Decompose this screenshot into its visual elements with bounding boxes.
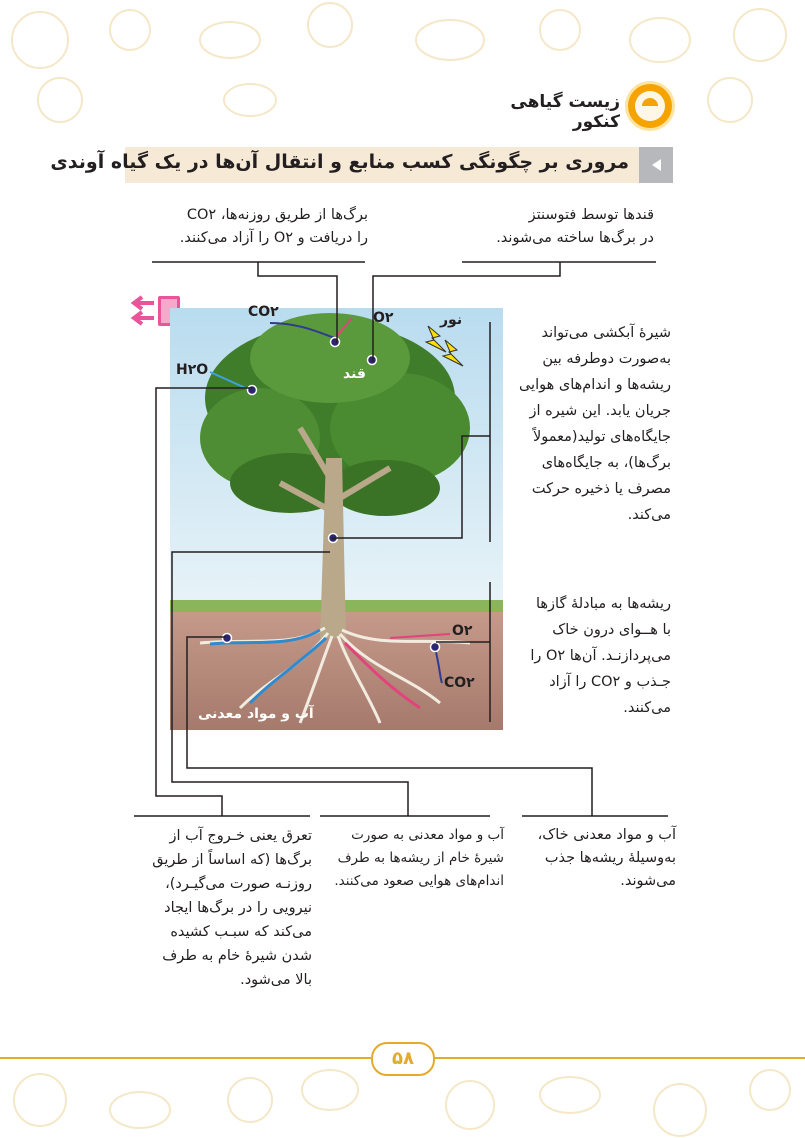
root-dot-right [431,643,440,652]
sugar-label: قند [343,366,366,382]
book-logo-icon [628,84,672,128]
trunk-dot [329,534,338,543]
header-title: زیست گیاهی کنکور [510,92,620,132]
h2o-label: H۲O [176,362,209,378]
callout-root-gas: ریشه‌ها به مبادلهٔ گازها با هــوای درون خاک می‌پردازنـد. آن‌ها O۲ را جـذب و CO۲ را آزاد می‌کنند. [530,596,671,716]
section-banner [50,147,673,183]
light-label: نور [440,312,463,328]
banner-title: مروری بر چگونگی کسب منابع و انتقال آن‌ها در یک گیاه آوندی [50,151,629,173]
callout-stomata: برگ‌ها از طریق روزنه‌ها، CO۲ را دریافت و O۲ را آزاد می‌کنند. [179,207,368,246]
callout-photosynthesis: قندها توسط فتوسنتز در برگ‌ها ساخته می‌شوند. [496,207,654,246]
root-dot-left [223,634,232,643]
sugar-dot [368,356,377,365]
callout-transpiration: تعرق یعنی خـروج آب از برگ‌ها (که اساساً از طریق روزنـه صورت می‌گیـرد)، نیرویی را در برگ‌ها ایجاد می‌کند که سبـب کشیده شدن شیرهٔ خام به طرف بالا می‌شود. [152,828,312,988]
callout-phloem: شیرهٔ آبکشی می‌تواند به‌صورت دوطرفه بین ریشه‌ها و اندام‌های هوایی جریان یابد. این شیره از جایگاه‌های تولید(معمولاً برگ‌ها)، به جایگاه‌های مصرف یا ذخیره حرکت می‌کند. [518,325,671,523]
o2-top-label: O۲ [373,310,394,326]
co2-top-label: CO۲ [248,304,279,320]
play-left-icon [652,159,661,171]
page-number: ۵۸ [371,1042,435,1076]
soil-co2-label: CO۲ [444,675,475,691]
callout-absorption: آب و مواد معدنی خاک، به‌وسیلهٔ ریشه‌ها جذب می‌شوند. [537,827,676,889]
soil-o2-label: O۲ [452,623,473,639]
callout-xylem: آب و مواد معدنی به صورت شیرهٔ خام از ریشه‌ها به طرف اندام‌های هوایی صعود می‌کنند. [334,827,504,889]
h2o-dot [248,386,257,395]
leaf-dot [331,338,340,347]
water-minerals-label: آب و مواد معدنی [198,706,314,722]
banner-arrow-tab [639,147,673,183]
tree-diagram [170,308,503,730]
